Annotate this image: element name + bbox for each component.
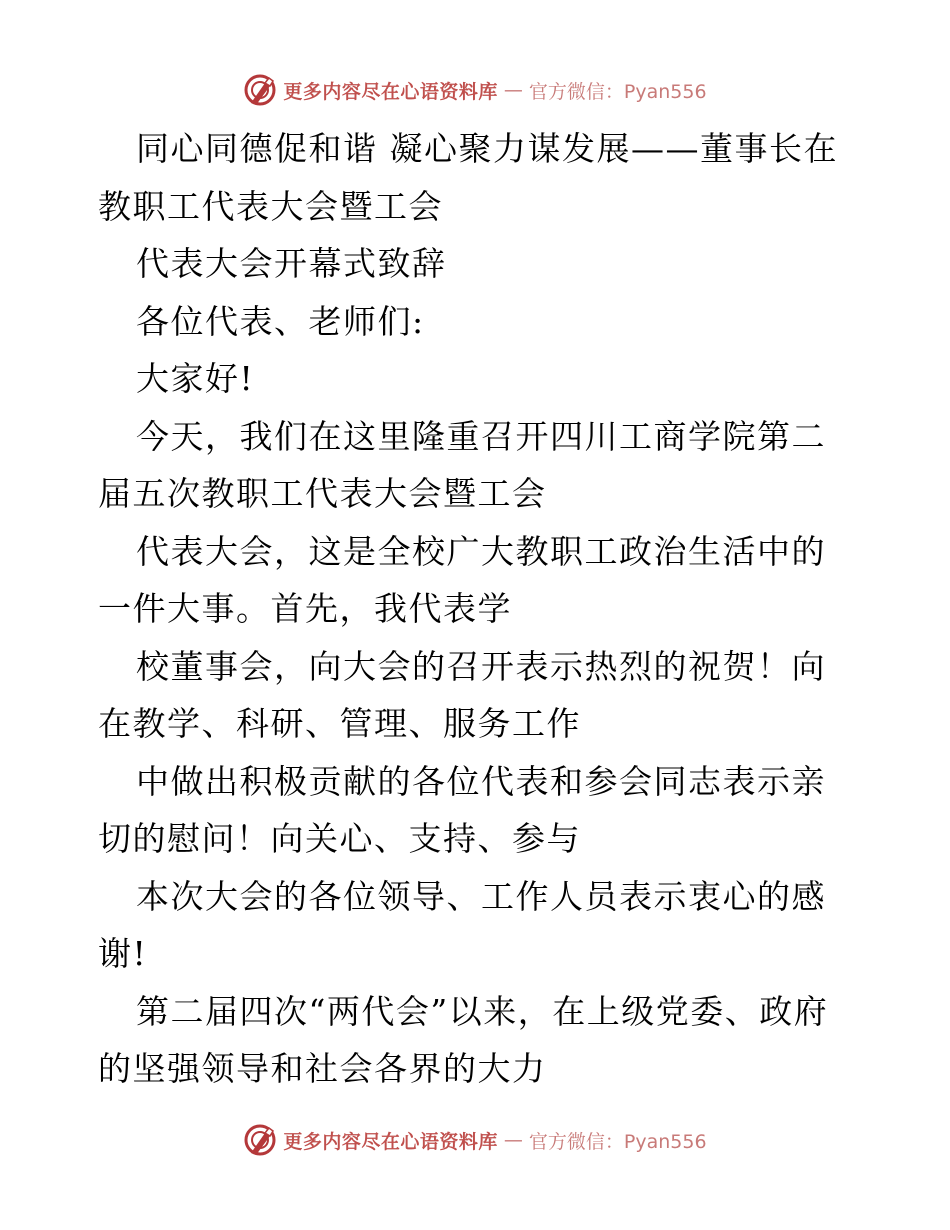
pen-nib-logo-icon [243, 73, 277, 107]
banner-contact: 官方微信：Pyan556 [528, 80, 707, 103]
banner-separator: — [503, 79, 523, 101]
body-paragraph: 第二届四次“两代会”以来，在上级党委、政府的坚强领导和社会各界的大力 [98, 991, 829, 1088]
pen-nib-logo-icon [243, 1123, 277, 1157]
banner-contact: 官方微信：Pyan556 [528, 1130, 707, 1153]
body-paragraph: 校董事会，向大会的召开表示热烈的祝贺！向在教学、科研、管理、服务工作 [98, 646, 826, 743]
salutation: 各位代表、老师们: [136, 301, 425, 341]
document-body [98, 120, 858, 1098]
banner-title: 更多内容尽在心语资料库 [283, 1130, 498, 1153]
header-banner [0, 70, 950, 110]
footer-banner [0, 1120, 950, 1160]
body-paragraph: 代表大会，这是全校广大教职工政治生活中的一件大事。首先，我代表学 [98, 531, 826, 628]
greeting: 大家好! [136, 359, 255, 398]
title-continuation: 代表大会开幕式致辞 [136, 244, 447, 283]
body-paragraph: 本次大会的各位领导、工作人员表示衷心的感谢! [98, 876, 826, 973]
banner-separator: — [503, 1129, 523, 1151]
body-paragraph: 中做出积极贡献的各位代表和参会同志表示亲切的慰问！向关心、支持、参与 [98, 761, 826, 858]
title-line: 同心同德促和谐 凝心聚力谋发展——董事长在教职工代表大会暨工会 [98, 129, 838, 226]
banner-title: 更多内容尽在心语资料库 [283, 80, 498, 103]
body-paragraph: 今天，我们在这里隆重召开四川工商学院第二届五次教职工代表大会暨工会 [98, 416, 826, 513]
